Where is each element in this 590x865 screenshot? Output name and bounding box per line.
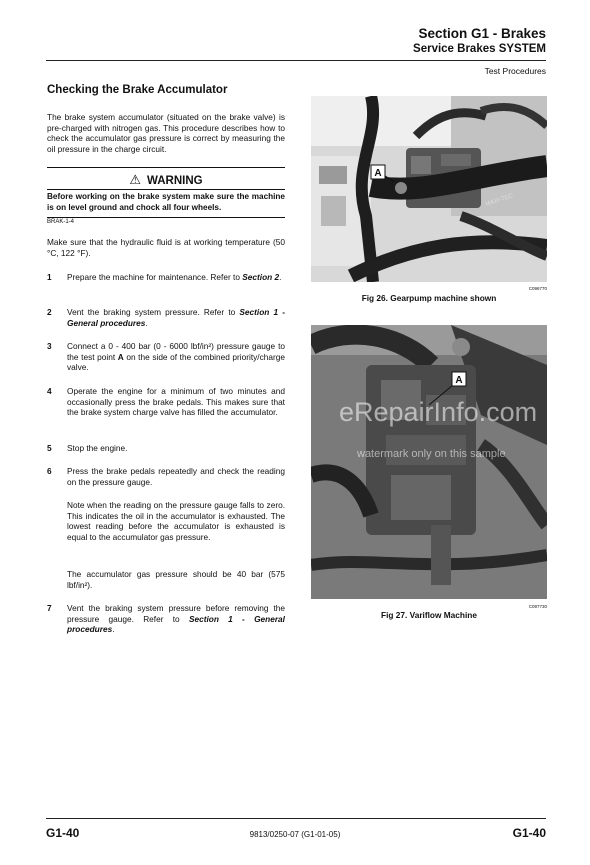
section-reference: Section 2 — [242, 272, 280, 282]
watermark: eRepairInfo.com — [339, 397, 538, 427]
step-text: Vent the braking system pressure. Refer to Section 1 - General procedures. — [67, 307, 285, 328]
step-note: Note when the reading on the pressure gauge falls to zero. This indicates the oil in the accumulator is exhausted. The lowest reading before the accumulator is exhausted is equal to the accumulator gas pressure. — [67, 500, 285, 542]
footer-rule — [46, 818, 546, 819]
step-number: 1 — [47, 272, 52, 282]
section-subtitle: Service Brakes SYSTEM — [413, 43, 546, 55]
warning-code: BRAK-1-4 — [47, 219, 75, 225]
hydraulic-note: Make sure that the hydraulic fluid is at working temperature (50 °C, 122 °F). — [47, 237, 285, 258]
header-rule — [46, 60, 546, 61]
figure-26-photo — [311, 96, 547, 282]
intro-paragraph: The brake system accumulator (situated on the brake valve) is pre-charged with nitrogen gas. This procedure describes how to check the accumulator gas pressure is correct by measuring the oil pressure in the charge circuit. — [47, 112, 285, 154]
step-number: 5 — [47, 443, 52, 453]
document-number: 9813/0250-07 (G1-01-05) — [249, 830, 341, 839]
callout-a-label: A — [374, 168, 382, 179]
warning-rule-mid — [47, 189, 285, 190]
section-title: Section G1 - Brakes — [418, 26, 546, 41]
step-text: Connect a 0 - 400 bar (0 - 6000 lbf/in²) pressure gauge to the test point A on the side of the combined priority/charge valve. — [67, 341, 285, 373]
warning-rule-bottom — [47, 217, 285, 218]
step-text: Prepare the machine for maintenance. Refer to Section 2. — [67, 272, 282, 282]
step-text: Press the brake pedals repeatedly and check the reading on the pressure gauge. — [67, 466, 285, 487]
step-number: 7 — [47, 603, 52, 613]
watermark-subtitle: watermark only on this sample — [357, 448, 506, 460]
variflow-illustration — [311, 325, 547, 599]
figure-27-photo — [311, 325, 547, 599]
callout-a-label: A — [455, 375, 463, 386]
warning-icon: ⚠ — [129, 172, 142, 187]
figure-26-code: C096770 — [528, 286, 547, 291]
warning-text: Before working on the brake system make sure the machine is on level ground and chock all four wheels. — [47, 192, 285, 212]
page-number-right: G1-40 — [512, 826, 546, 840]
hose-print: MAXI-TEC — [484, 193, 514, 208]
figure-26-caption: Fig 26. Gearpump machine shown — [361, 293, 497, 303]
article-heading: Checking the Brake Accumulator — [47, 84, 228, 96]
figure-27-code: C097730 — [528, 604, 547, 609]
procedures-label: Test Procedures — [484, 66, 546, 76]
step-text: Operate the engine for a minimum of two minutes and occasionally press the brake pedals. This makes sure that the brake system charge valve has filled the accumulator. — [67, 386, 285, 418]
gearpump-illustration — [311, 96, 547, 282]
step-number: 4 — [47, 386, 52, 396]
step-text: Stop the engine. — [67, 443, 128, 453]
step-text: Vent the braking system pressure before removing the pressure gauge. Refer to Section 1 - General procedures. — [67, 603, 285, 635]
step-note: The accumulator gas pressure should be 40 bar (575 lbf/in²). — [67, 569, 285, 590]
step-number: 3 — [47, 341, 52, 351]
section-reference: Section 1 - General procedures — [67, 307, 285, 328]
page-number-left: G1-40 — [46, 826, 80, 840]
figure-27-caption: Fig 27. Variflow Machine — [381, 610, 477, 620]
warning-label: WARNING — [147, 175, 203, 187]
warning-rule-top — [47, 167, 285, 168]
warning-title — [47, 172, 285, 188]
step-number: 6 — [47, 466, 52, 476]
test-point-label: A — [117, 351, 124, 362]
section-reference: Section 1 - General procedures — [67, 613, 285, 635]
step-number: 2 — [47, 307, 52, 317]
